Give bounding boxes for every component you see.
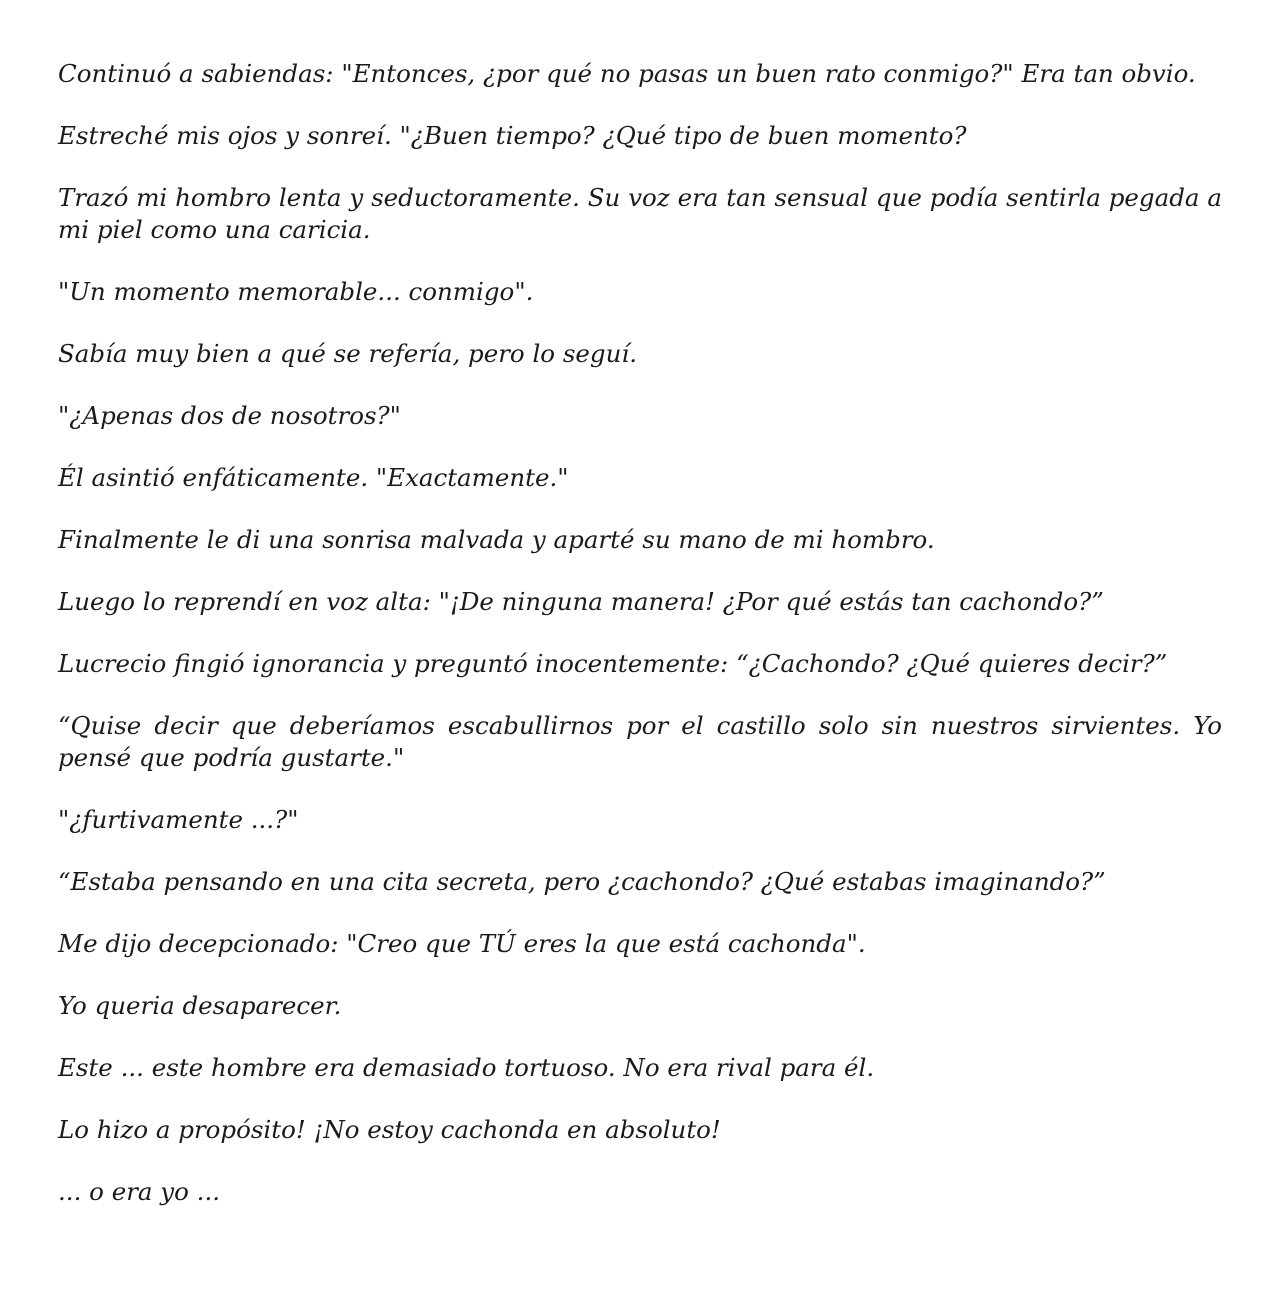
paragraph: Estreché mis ojos y sonreí. "¿Buen tiempo? ¿Qué tipo de buen momento? — [58, 121, 967, 150]
document-body — [58, 58, 1222, 1238]
paragraph: Lucrecio fingió ignorancia y preguntó inocentemente: “¿Cachondo? ¿Qué quieres decir?” — [58, 649, 1168, 678]
paragraph: “Estaba pensando en una cita secreta, pero ¿cachondo? ¿Qué estabas imaginando?” — [58, 867, 1106, 896]
paragraph: "Un momento memorable... conmigo". — [58, 277, 534, 306]
paragraph: Yo queria desaparecer. — [58, 991, 342, 1020]
paragraph: Lo hizo a propósito! ¡No estoy cachonda en absoluto! — [58, 1115, 721, 1144]
paragraph: "¿furtivamente ...?" — [58, 805, 299, 834]
paragraph: Finalmente le di una sonrisa malvada y aparté su mano de mi hombro. — [58, 525, 935, 554]
paragraph: Él asintió enfáticamente. "Exactamente." — [58, 463, 569, 492]
paragraph: Trazó mi hombro lenta y seductoramente. Su voz era tan sensual que podía sentirla pegada a mi piel como una caricia. — [58, 183, 1222, 244]
paragraph: Me dijo decepcionado: "Creo que TÚ eres la que está cachonda". — [58, 929, 866, 958]
paragraph: "¿Apenas dos de nosotros?" — [58, 401, 401, 430]
paragraph: Sabía muy bien a qué se refería, pero lo seguí. — [58, 339, 638, 368]
paragraph: “Quise decir que deberíamos escabullirnos por el castillo solo sin nuestros sirvientes. Yo pensé que podría gustarte." — [58, 711, 1222, 772]
paragraph: Luego lo reprendí en voz alta: "¡De ninguna manera! ¿Por qué estás tan cachondo?” — [58, 587, 1104, 616]
paragraph: Continuó a sabiendas: "Entonces, ¿por qué no pasas un buen rato conmigo?" Era tan obvio. — [58, 59, 1196, 88]
paragraph: Este ... este hombre era demasiado tortuoso. No era rival para él. — [58, 1053, 875, 1082]
paragraph: ... o era yo ... — [58, 1177, 221, 1206]
